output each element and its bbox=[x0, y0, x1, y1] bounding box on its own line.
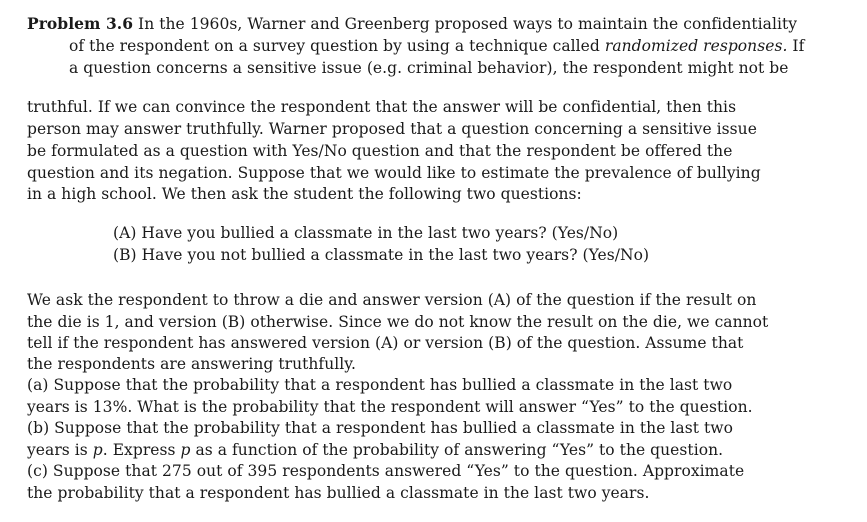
term-randomized-responses: randomized responses. bbox=[604, 37, 788, 55]
variable-p: p bbox=[92, 441, 103, 459]
para1-line-1: truthful. If we can convince the respondent that the answer will be confidential, then this bbox=[27, 98, 737, 116]
part-a-line-2: years is 13%. What is the probability that the respondent will answer “Yes” to the question. bbox=[27, 398, 753, 416]
part-b-line-2 bbox=[27, 440, 723, 460]
variable-p-2: p bbox=[180, 441, 191, 459]
question-a: (A) Have you bullied a classmate in the last two years? (Yes/No) bbox=[113, 224, 619, 242]
part-a-line-1: (a) Suppose that the probability that a respondent has bullied a classmate in the last two bbox=[27, 376, 733, 394]
para2-line-3: tell if the respondent has answered version (A) or version (B) of the question. Assume that bbox=[27, 334, 744, 352]
problem-intro-line-3 bbox=[69, 58, 789, 78]
para1-line-5: in a high school. We then ask the student the following two questions: bbox=[27, 185, 582, 203]
part-b-post: as a function of the probability of answering “Yes” to the question. bbox=[190, 441, 724, 459]
question-b: (B) Have you not bullied a classmate in the last two years? (Yes/No) bbox=[113, 246, 650, 264]
problem-intro-line-1 bbox=[27, 14, 797, 34]
part-c-line-1: (c) Suppose that 275 out of 395 respondents answered “Yes” to the question. Approximate bbox=[27, 462, 745, 480]
part-b-mid: . Express bbox=[102, 441, 181, 459]
intro-text-1: In the 1960s, Warner and Greenberg proposed ways to maintain the confidentiality bbox=[133, 15, 798, 33]
part-c-line-2: the probability that a respondent has bullied a classmate in the last two years. bbox=[27, 484, 650, 502]
para1-line-3: be formulated as a question with Yes/No question and that the respondent be offered the bbox=[27, 142, 733, 160]
intro-text-2: of the respondent on a survey question by using a technique called bbox=[69, 37, 605, 55]
intro-text-3: If bbox=[787, 37, 805, 55]
para2-line-1: We ask the respondent to throw a die and answer version (A) of the question if the result on bbox=[27, 291, 757, 309]
para1-line-2: person may answer truthfully. Warner proposed that a question concerning a sensitive issue bbox=[27, 120, 757, 138]
part-b-pre: years is bbox=[27, 441, 93, 459]
problem-intro-line-2 bbox=[69, 36, 804, 56]
para2-line-2: the die is 1, and version (B) otherwise. Since we do not know the result on the die, we cannot bbox=[27, 313, 769, 331]
intro-text-4: a question concerns a sensitive issue (e.g. criminal behavior), the respondent might not be bbox=[69, 59, 789, 77]
problem-label: Problem 3.6 bbox=[27, 14, 134, 33]
part-b-line-1: (b) Suppose that the probability that a respondent has bullied a classmate in the last two bbox=[27, 419, 733, 437]
para2-line-4: the respondents are answering truthfully. bbox=[27, 355, 356, 373]
para1-line-4: question and its negation. Suppose that we would like to estimate the prevalence of bullying bbox=[27, 164, 761, 182]
